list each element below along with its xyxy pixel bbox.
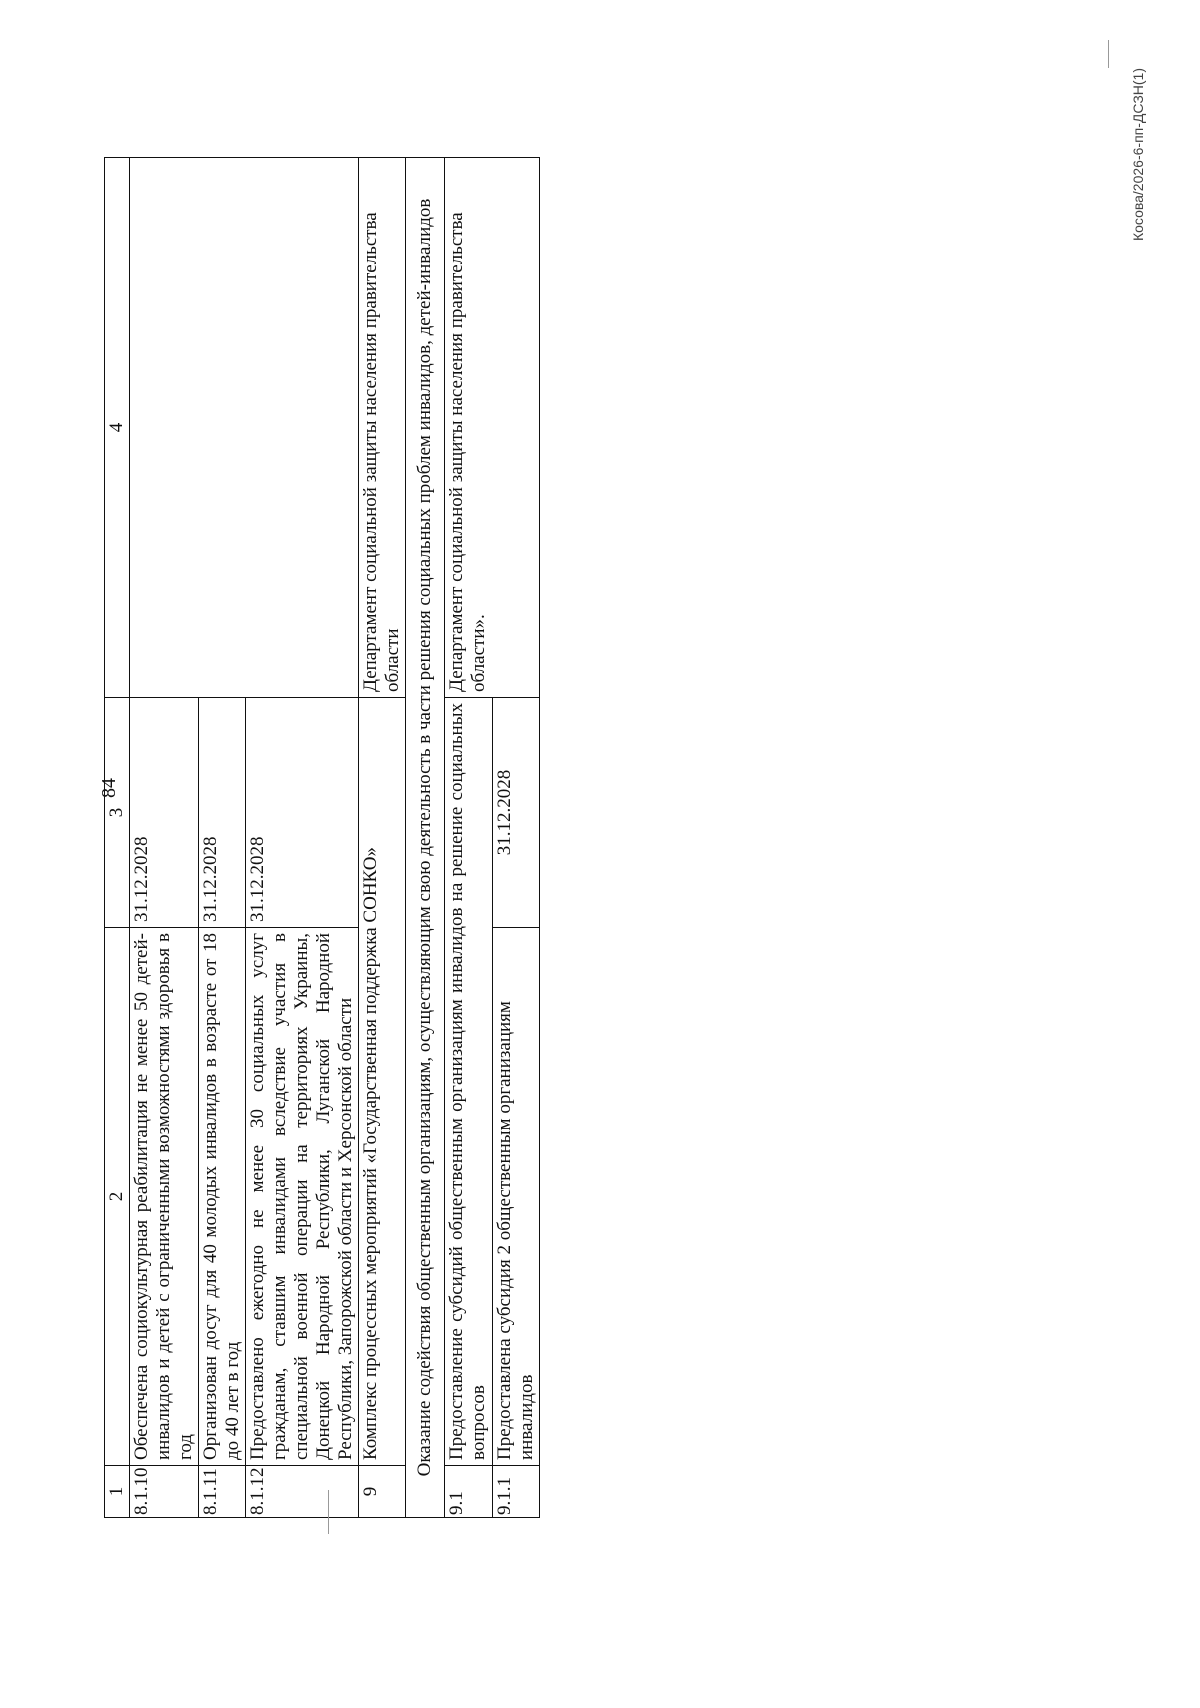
row-number: 8.1.10	[130, 1466, 199, 1518]
header-cell-3: 3	[105, 698, 130, 928]
row-text: Организован досуг для 40 молодых инвалидов в возрасте от 18 до 40 лет в год	[199, 928, 246, 1466]
header-cell-4: 4	[105, 158, 130, 698]
table-row	[359, 158, 406, 1518]
section-heading: Оказание содействия общественным организациям, осуществляющим свою деятельность в части решения социальных проблем инвалидов, детей-инвалидов	[406, 158, 445, 1518]
row-text: Обеспечена социокультурная реабилитация не менее 50 детей-инвалидов и детей с ограниченными возможностями здоровья в год	[130, 928, 199, 1466]
row-responsible: Департамент социальной защиты населения правительства области».	[445, 158, 539, 698]
document-table	[104, 157, 540, 1518]
row-responsible: Департамент социальной защиты населения правительства области	[359, 158, 406, 698]
row-text: Предоставление субсидий общественным организациям инвалидов на решение социальных вопросов	[445, 698, 492, 1466]
row-date: 31.12.2028	[199, 698, 246, 928]
table-row	[130, 158, 199, 1518]
row-number: 9	[359, 1466, 406, 1518]
row-date: 31.12.2028	[246, 698, 359, 928]
row-number: 9.1.1	[492, 1466, 539, 1518]
page-number: 84	[98, 778, 120, 798]
row-responsible-empty	[130, 158, 359, 698]
row-text: Предоставлена субсидия 2 общественным организациям инвалидов	[492, 928, 539, 1466]
row-number: 8.1.12	[246, 1466, 359, 1518]
table-row	[445, 158, 492, 1518]
scan-mark	[1108, 40, 1109, 68]
row-number: 8.1.11	[199, 1466, 246, 1518]
row-date: 31.12.2028	[130, 698, 199, 928]
rotated-page	[0, 68, 1200, 1708]
row-date: 31.12.2028	[492, 698, 539, 928]
header-cell-2: 2	[105, 928, 130, 1466]
header-cell-1: 1	[105, 1466, 130, 1518]
row-number: 9.1	[445, 1466, 492, 1518]
footer-stamp: Косова/2026-6-пп-ДСЗН(1)	[1130, 68, 1146, 242]
row-text: Комплекс процессных мероприятий «Государственная поддержка СОНКО»	[359, 698, 406, 1466]
table-section-row	[406, 158, 445, 1518]
table-header-row	[105, 158, 130, 1518]
row-text: Предоставлено ежегодно не менее 30 социальных услуг гражданам, ставшим инвалидами вследствие участия в специальной военной операции на территориях Украины, Донецкой Народной Республики, Луганской Народной Республики, Запорожской области и Херсонской области	[246, 928, 359, 1466]
scan-mark	[328, 1490, 329, 1534]
